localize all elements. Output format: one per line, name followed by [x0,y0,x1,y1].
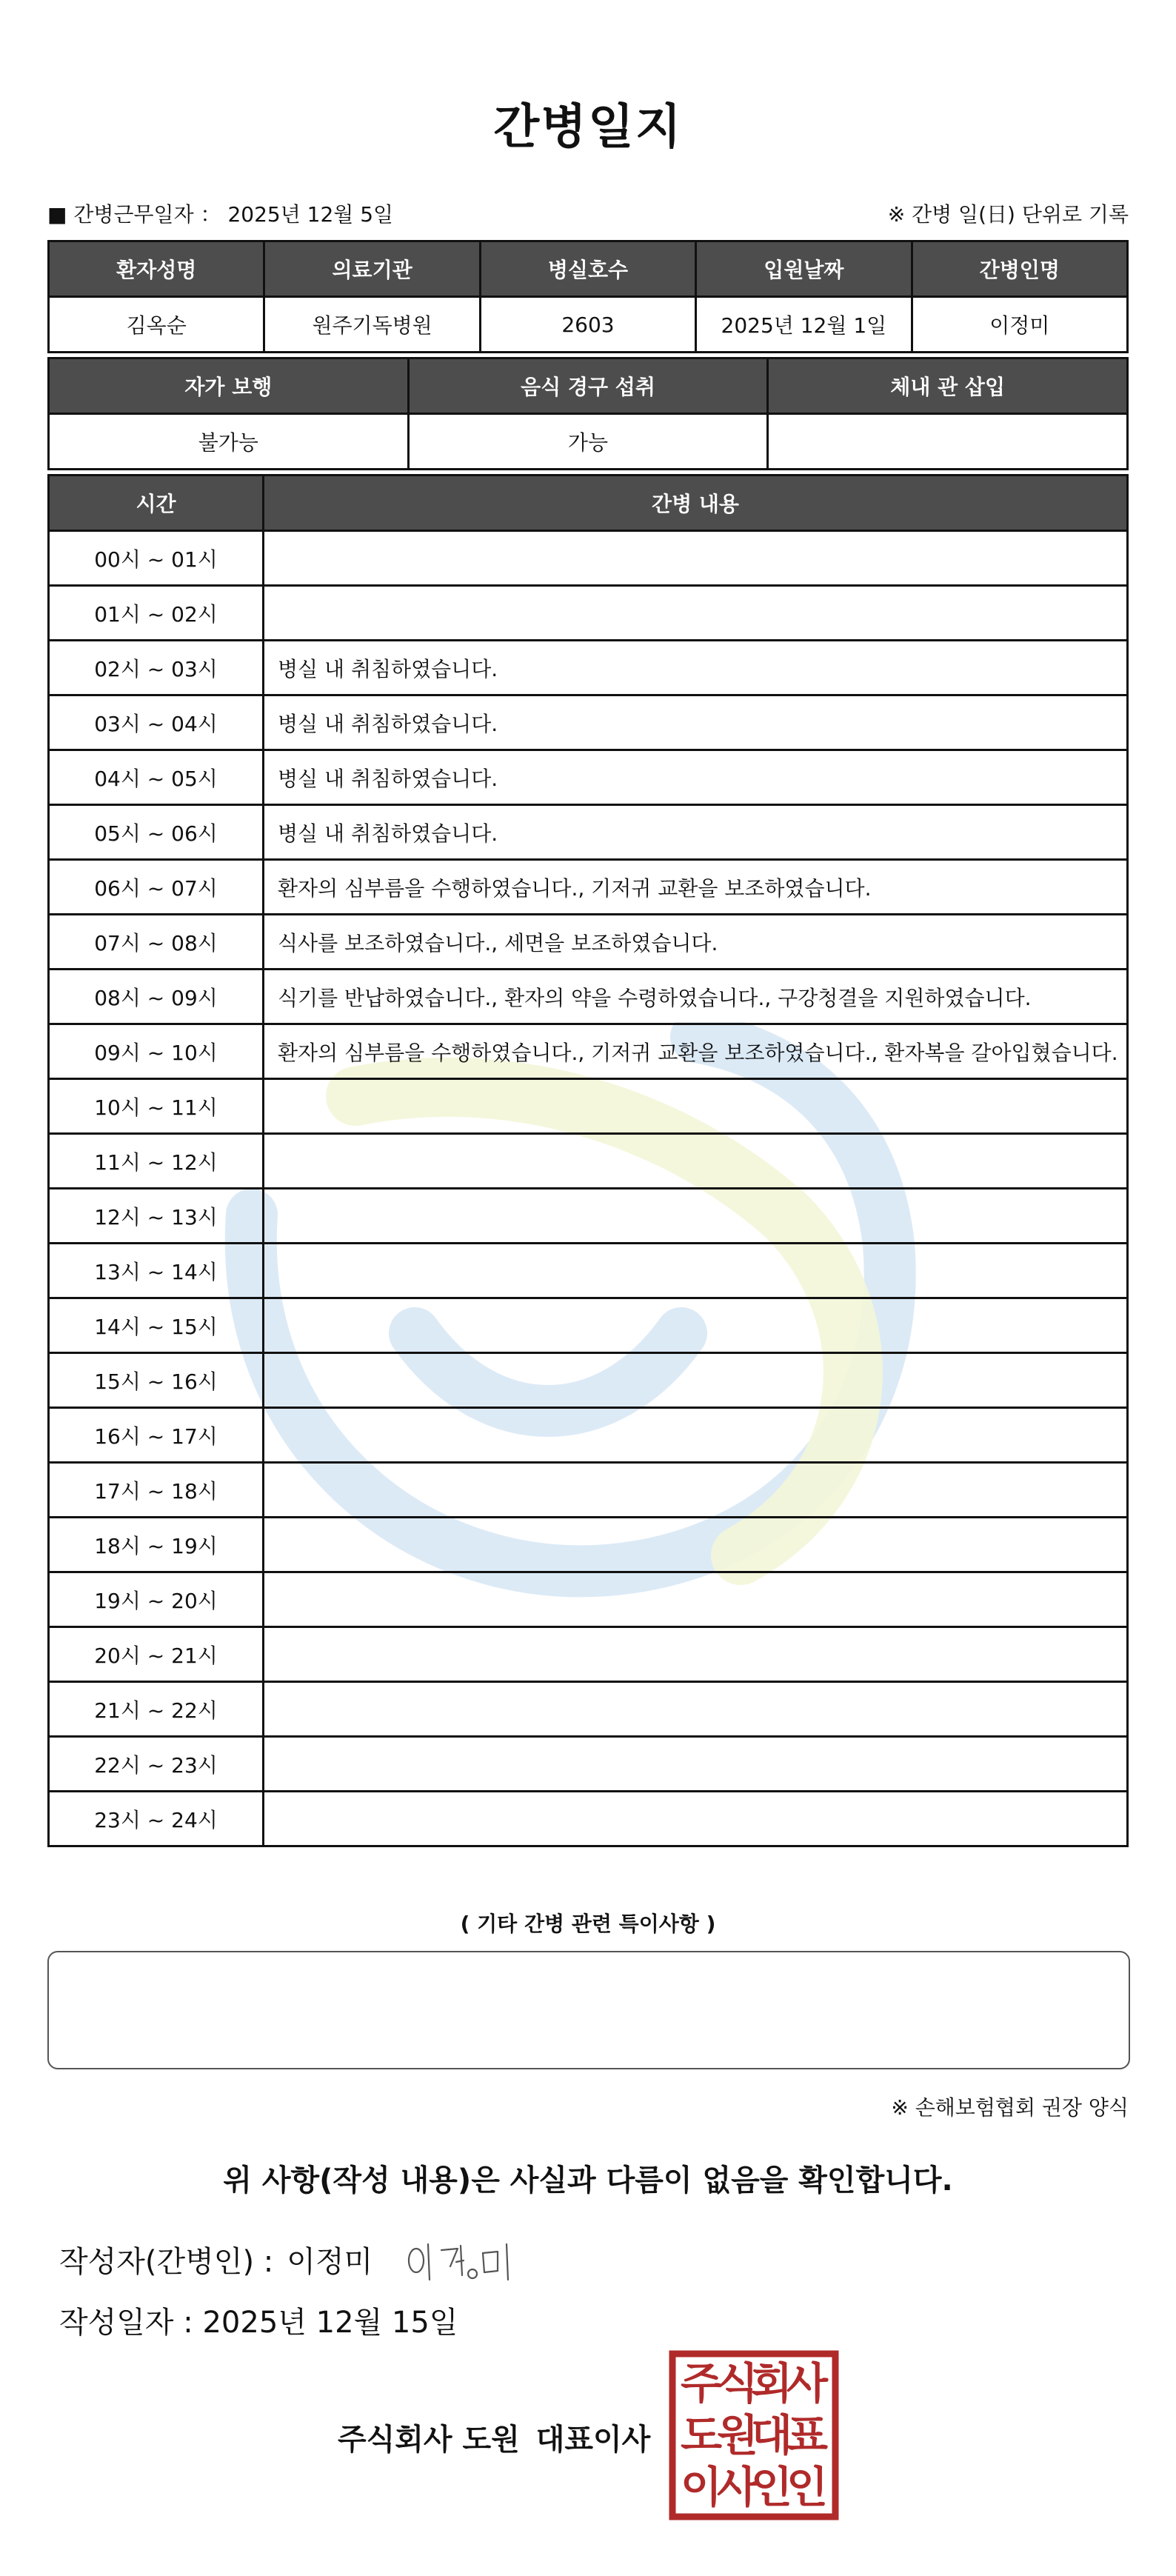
care-log-row [49,1682,1128,1737]
remarks-box [47,1951,1130,2069]
svg-text:도: 도 [680,2410,723,2460]
writer-label: 작성자(간병인) : [59,2245,274,2279]
care-log-row [49,1518,1128,1572]
care-log-time: 15시 ~ 16시 [49,1353,264,1408]
care-log-body [49,531,1128,1846]
care-log-time: 16시 ~ 17시 [49,1408,264,1463]
care-log-row [49,1244,1128,1298]
care-log-row [49,1737,1128,1792]
writer-name: 이정미 [287,2245,373,2279]
header-admission-date: 입원날짜 [696,241,912,297]
care-log-content [264,1189,1128,1244]
care-log-row [49,915,1128,970]
care-log-row [49,1627,1128,1682]
confirmation-statement: 위 사항(작성 내용)은 사실과 다름이 없음을 확인합니다. [223,2163,953,2198]
care-log-row [49,1134,1128,1189]
care-log-content [264,1298,1128,1353]
care-log-time: 11시 ~ 12시 [49,1134,264,1189]
header-oral-intake: 음식 경구 섭취 [408,358,768,414]
care-log-row [49,970,1128,1024]
care-log-row [49,1463,1128,1518]
header-tube-insertion: 체내 관 삽입 [768,358,1128,414]
company-title: 대표이사 [535,2423,651,2457]
care-log-time: 17시 ~ 18시 [49,1463,264,1518]
care-log-content: 식사를 보조하였습니다., 세면을 보조하였습니다. [264,915,1128,970]
work-date-label: ■ 간병근무일자 ： [47,202,221,227]
care-log-content: 환자의 심부름을 수행하였습니다., 기저귀 교환을 보조하였습니다. [264,860,1128,915]
care-log-time: 23시 ~ 24시 [49,1792,264,1846]
care-log-row [49,1189,1128,1244]
care-log-row [49,1079,1128,1134]
svg-text:회: 회 [750,2358,793,2409]
svg-text:인: 인 [750,2462,793,2512]
unit-note: ※ 간병 일(日) 단위로 기록 [887,202,1129,227]
form-note: ※ 손해보험협회 권장 양식 [891,2095,1129,2120]
header-self-walking: 자가 보행 [49,358,409,414]
care-log-time: 07시 ~ 08시 [49,915,264,970]
care-log-content [264,1518,1128,1572]
value-self-walking: 불가능 [49,414,409,470]
svg-text:사: 사 [716,2462,759,2512]
value-room-number: 2603 [480,297,695,353]
care-log-content [264,1463,1128,1518]
writer-line [59,2238,372,2280]
care-log-content [264,531,1128,586]
care-log-content: 환자의 심부름을 수행하였습니다., 기저귀 교환을 보조하였습니다., 환자복을 갈아입혔습니다. [264,1024,1128,1079]
value-tube-insertion [768,414,1128,470]
care-log-time: 05시 ~ 06시 [49,805,264,860]
care-log-time: 09시 ~ 10시 [49,1024,264,1079]
care-log-row [49,695,1128,750]
svg-text:표: 표 [786,2410,829,2460]
value-oral-intake: 가능 [408,414,768,470]
care-log-time: 04시 ~ 05시 [49,750,264,805]
care-log-time: 22시 ~ 23시 [49,1737,264,1792]
care-log-content: 병실 내 취침하였습니다. [264,805,1128,860]
care-log-row [49,641,1128,695]
patient-status-value-row [49,414,1128,470]
written-date-label: 작성일자 : [59,2306,193,2340]
value-patient-name: 김옥순 [49,297,264,353]
care-log-time: 06시 ~ 07시 [49,860,264,915]
care-log-content: 병실 내 취침하였습니다. [264,750,1128,805]
value-admission-date: 2025년 12월 1일 [696,297,912,353]
care-log-content [264,1134,1128,1189]
document-title: 간병일지 [493,100,683,155]
care-log-row [49,1298,1128,1353]
care-log-row [49,1353,1128,1408]
work-date-line [47,198,393,228]
care-log-content [264,1682,1128,1737]
care-log-time: 18시 ~ 19시 [49,1518,264,1572]
care-log-content [264,1353,1128,1408]
header-caregiver-name: 간병인명 [912,241,1127,297]
work-date-value: 2025년 12월 5일 [227,202,394,227]
care-log-time: 10시 ~ 11시 [49,1079,264,1134]
patient-status-header-row [49,358,1128,414]
patient-info-value-row [49,297,1128,353]
care-log-content [264,1737,1128,1792]
care-log-content: 식기를 반납하였습니다., 환자의 약을 수령하였습니다., 구강청결을 지원하였습니다. [264,970,1128,1024]
care-log-row [49,750,1128,805]
care-log-header-row [49,476,1128,531]
svg-text:사: 사 [786,2358,829,2409]
care-log-time: 01시 ~ 02시 [49,586,264,641]
company-seal-icon [668,2349,840,2521]
care-log-content [264,1792,1128,1846]
patient-info-table [47,240,1129,353]
care-log-time: 14시 ~ 15시 [49,1298,264,1353]
svg-text:식: 식 [716,2358,759,2409]
svg-text:인: 인 [786,2462,829,2512]
header-patient-name: 환자성명 [49,241,264,297]
written-date-value: 2025년 12월 15일 [202,2306,458,2340]
patient-status-table [47,357,1129,470]
svg-text:원: 원 [716,2410,759,2460]
care-log-content [264,1627,1128,1682]
header-room-number: 병실호수 [480,241,695,297]
header-care-content: 간병 내용 [264,476,1128,531]
care-log-row [49,1408,1128,1463]
care-log-time: 03시 ~ 04시 [49,695,264,750]
care-log-content [264,1244,1128,1298]
care-log-time: 02시 ~ 03시 [49,641,264,695]
value-hospital: 원주기독병원 [264,297,480,353]
care-log-time: 20시 ~ 21시 [49,1627,264,1682]
header-hospital: 의료기관 [264,241,480,297]
company-name: 주식회사 도원 [338,2423,520,2457]
remarks-title: ( 기타 간병 관련 특이사항 ) [460,1912,716,1936]
handwritten-signature-icon [400,2231,533,2290]
care-log-time: 00시 ~ 01시 [49,531,264,586]
care-log-content [264,1572,1128,1627]
care-log-time: 12시 ~ 13시 [49,1189,264,1244]
header-time: 시간 [49,476,264,531]
svg-text:주: 주 [680,2358,723,2409]
care-log-row [49,805,1128,860]
care-log-content [264,1408,1128,1463]
care-log-row [49,531,1128,586]
care-log-content: 병실 내 취침하였습니다. [264,695,1128,750]
svg-text:대: 대 [750,2410,793,2460]
care-log-time: 21시 ~ 22시 [49,1682,264,1737]
care-log-time: 08시 ~ 09시 [49,970,264,1024]
care-log-row [49,1024,1128,1079]
care-log-row [49,1792,1128,1846]
patient-info-header-row [49,241,1128,297]
company-line [338,2416,650,2458]
care-log-time: 13시 ~ 14시 [49,1244,264,1298]
svg-text:이: 이 [680,2462,723,2512]
care-log-row [49,860,1128,915]
value-caregiver-name: 이정미 [912,297,1127,353]
care-log-row [49,1572,1128,1627]
care-log-content [264,586,1128,641]
care-log-time: 19시 ~ 20시 [49,1572,264,1627]
care-log-row [49,586,1128,641]
written-date-line [59,2299,458,2341]
care-log-content: 병실 내 취침하였습니다. [264,641,1128,695]
care-log-table [47,474,1129,1847]
care-log-content [264,1079,1128,1134]
